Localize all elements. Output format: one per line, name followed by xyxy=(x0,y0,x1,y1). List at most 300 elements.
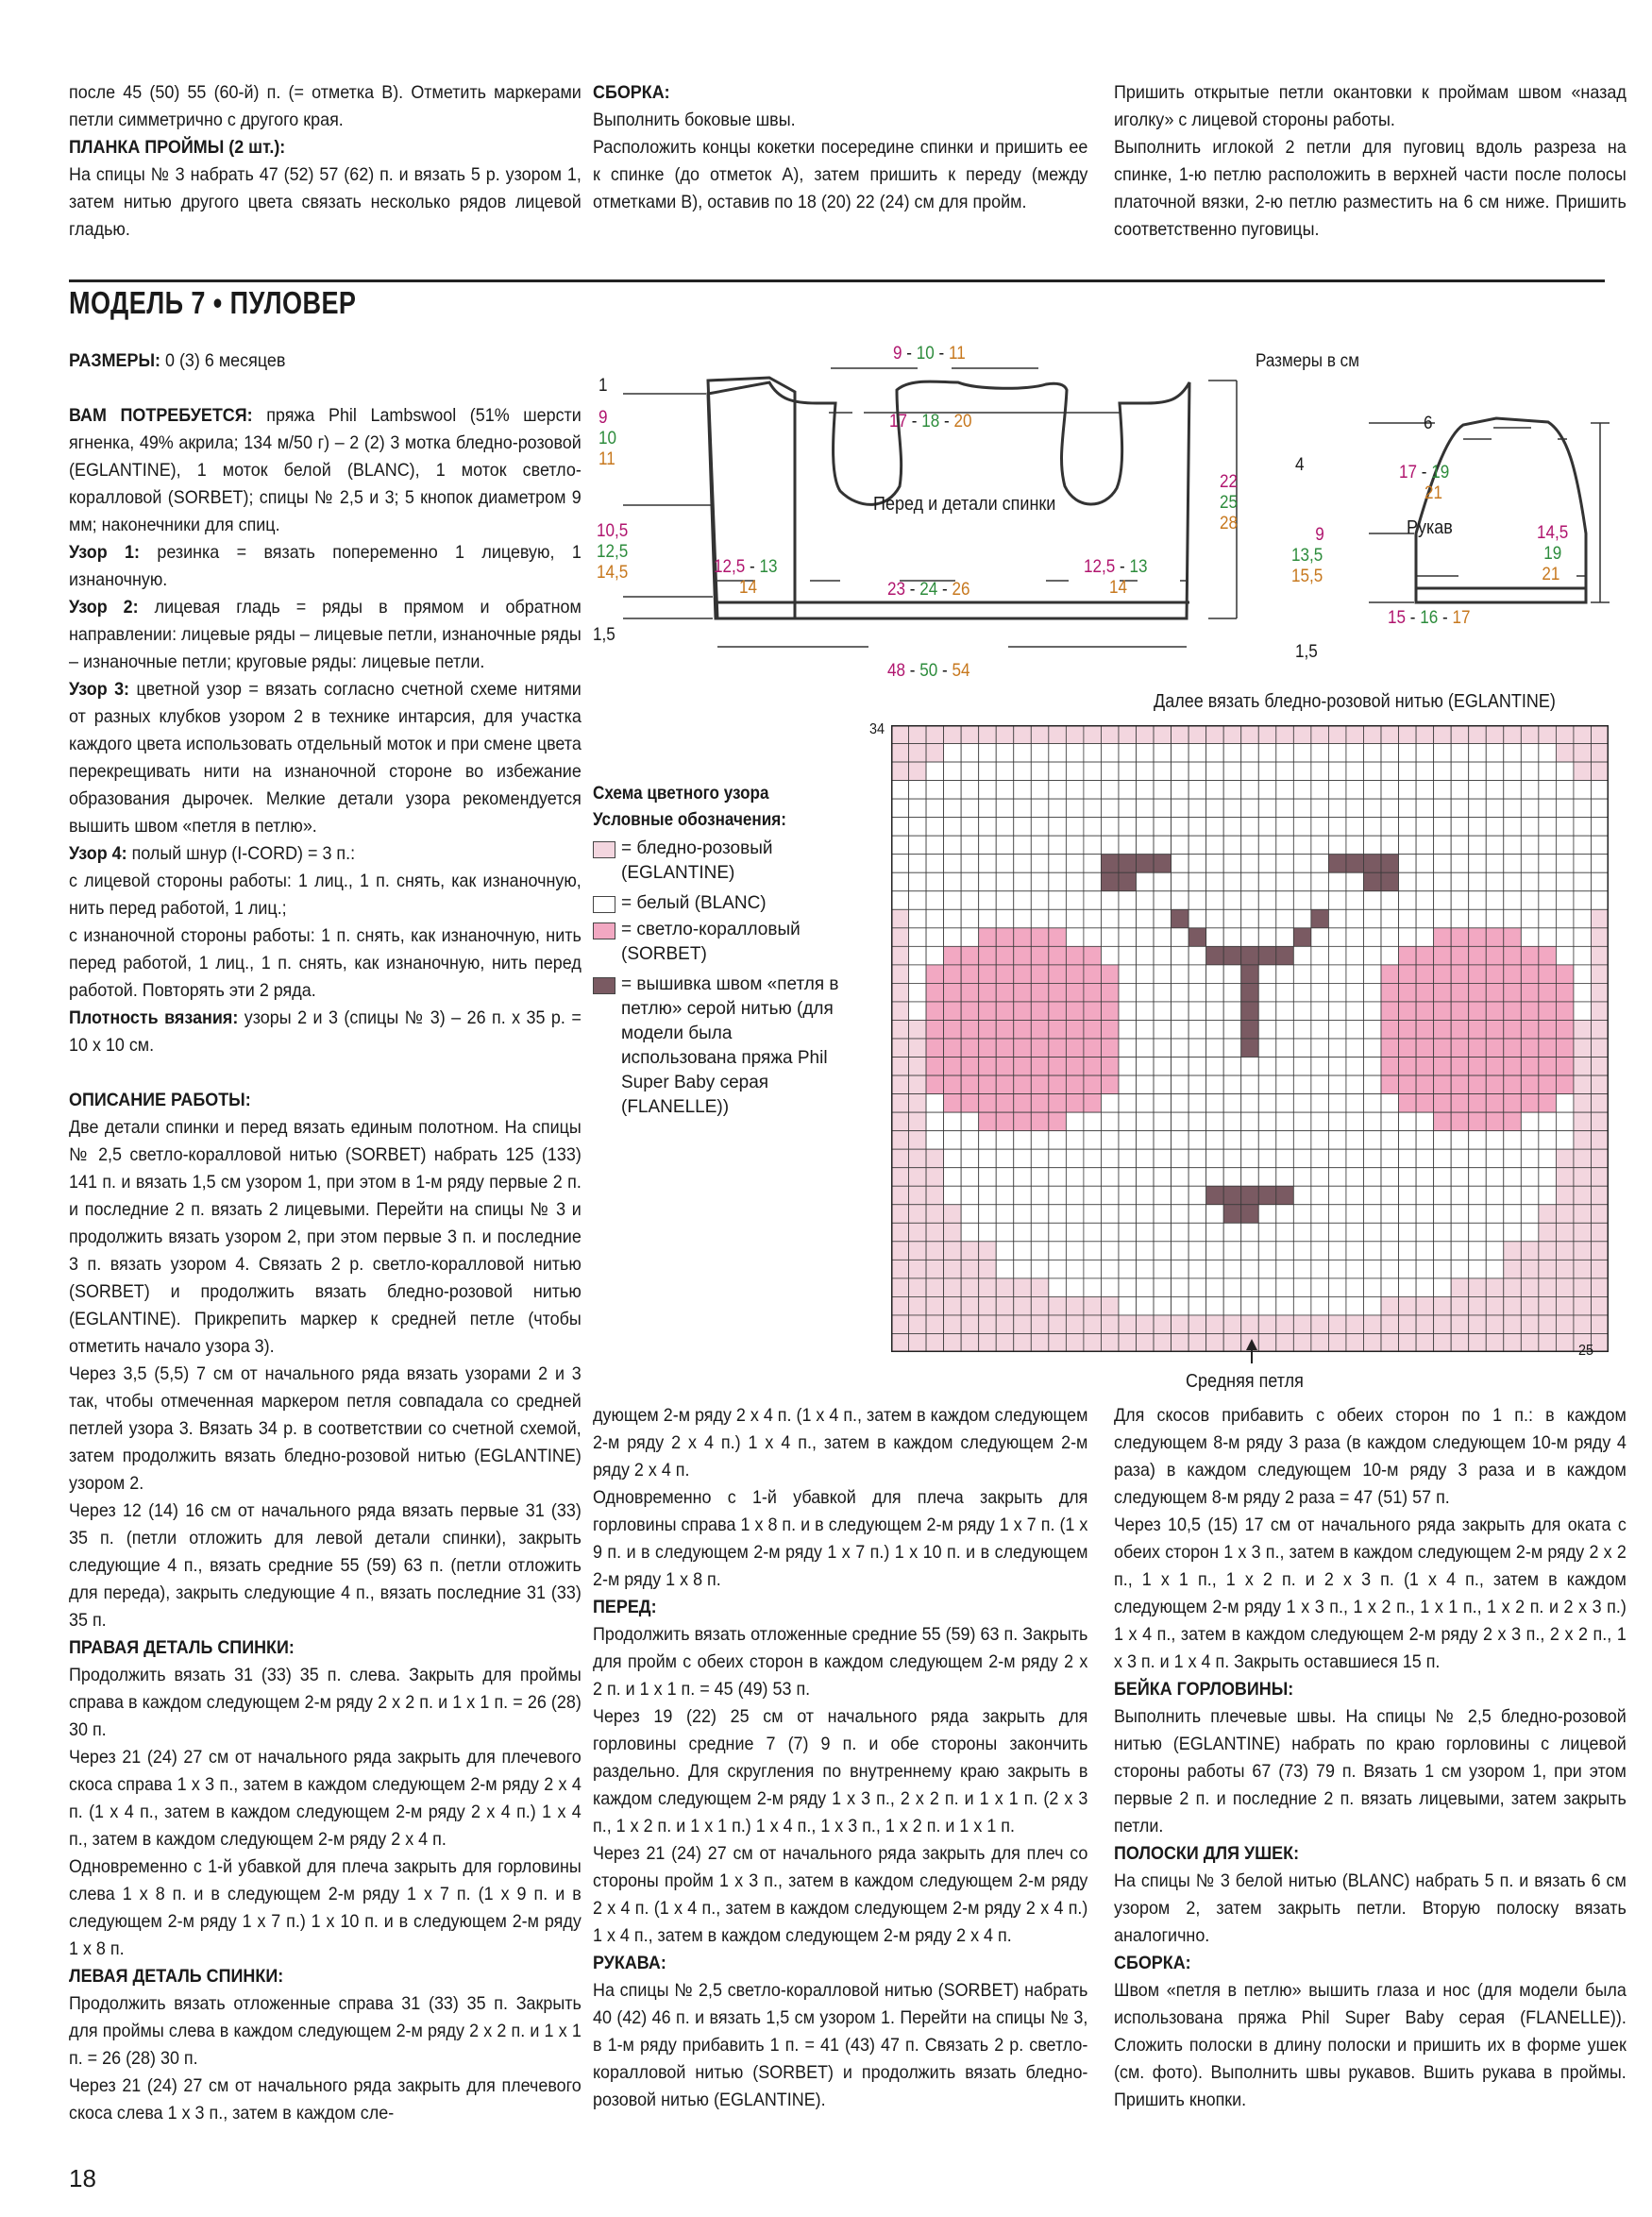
chart-cell xyxy=(926,1168,944,1187)
chart-cell xyxy=(909,1039,927,1058)
chart-cell xyxy=(1101,1315,1119,1334)
chart-cell xyxy=(1014,1020,1032,1039)
chart-cell xyxy=(1399,836,1417,855)
chart-cell xyxy=(1539,1112,1557,1131)
chart-cell xyxy=(1084,799,1102,818)
chart-cell xyxy=(1223,1094,1241,1113)
chart-cell xyxy=(1469,1002,1487,1021)
chart-cell xyxy=(1574,872,1592,891)
chart-cell xyxy=(1258,818,1276,837)
chart-cell xyxy=(944,872,962,891)
chart-cell xyxy=(1137,1075,1155,1094)
chart-cell xyxy=(1434,725,1452,744)
chart-cell xyxy=(1119,725,1137,744)
chart-cell xyxy=(1154,1260,1172,1278)
chart-cell xyxy=(1591,1278,1609,1297)
chart-cell xyxy=(1223,1020,1241,1039)
chart-cell xyxy=(1556,781,1574,800)
chart-cell xyxy=(1206,1223,1224,1242)
chart-cell xyxy=(1469,1296,1487,1315)
dim-armhole: 9 10 11 xyxy=(598,408,617,469)
chart-cell xyxy=(1556,836,1574,855)
chart-cell xyxy=(1014,946,1032,965)
chart-cell xyxy=(1451,1131,1469,1150)
chart-cell xyxy=(1293,836,1311,855)
chart-cell xyxy=(1276,1058,1294,1076)
chart-cell xyxy=(1206,909,1224,928)
chart-cell xyxy=(909,965,927,984)
chart-cell xyxy=(1363,928,1381,947)
chart-cell xyxy=(996,744,1014,763)
chart-cell xyxy=(1451,855,1469,873)
ears-heading: ПОЛОСКИ ДЛЯ УШЕК: xyxy=(1114,1843,1300,1864)
chart-cell xyxy=(1451,836,1469,855)
chart-cell xyxy=(1031,1094,1049,1113)
armhole-band-text: На спицы № 3 набрать 47 (52) 57 (62) п. и вязать 5 р. узором 1, затем нитью другого цвета связать несколько рядов лицевой гладью. xyxy=(69,164,582,240)
chart-cell xyxy=(1434,855,1452,873)
chart-cell xyxy=(891,1168,909,1187)
chart-cell xyxy=(1591,891,1609,910)
chart-cell xyxy=(1066,1186,1084,1205)
chart-cell xyxy=(891,983,909,1002)
chart-cell xyxy=(1206,1020,1224,1039)
chart-cell xyxy=(1521,1242,1539,1261)
chart-cell xyxy=(944,1333,962,1352)
chart-cell xyxy=(1049,1149,1067,1168)
chart-cell xyxy=(1154,872,1172,891)
chart-cell xyxy=(1241,1315,1259,1334)
chart-cell xyxy=(1276,1242,1294,1261)
chart-cell xyxy=(1137,799,1155,818)
chart-cell xyxy=(1101,1058,1119,1076)
chart-cell xyxy=(1504,836,1522,855)
chart-cell xyxy=(1486,744,1504,763)
chart-cell xyxy=(1399,1315,1417,1334)
chart-cell xyxy=(1521,762,1539,781)
right-back-p3: Одновременно с 1-й убавкой для плеча закрыть для горловины слева 1 х 8 п. и в следующем 2-м ряду 1 х 7 п. (1 х 9 п. и в следующем 2-м ряду 1 х 7 п.) 1 х 10 п. и в следующем 2-м ряду 1 х 8 п. xyxy=(69,1856,582,1959)
chart-cell xyxy=(1556,855,1574,873)
chart-cell xyxy=(926,1223,944,1242)
chart-cell xyxy=(1014,1112,1032,1131)
chart-cell xyxy=(1363,1205,1381,1224)
chart-cell xyxy=(996,872,1014,891)
chart-cell xyxy=(1137,1186,1155,1205)
chart-cell xyxy=(1206,1296,1224,1315)
chart-cell xyxy=(1381,1020,1399,1039)
chart-cell xyxy=(1084,1039,1102,1058)
chart-cell xyxy=(1014,725,1032,744)
chart-cell xyxy=(1504,762,1522,781)
chart-cell xyxy=(979,1315,997,1334)
chart-cell xyxy=(996,1168,1014,1187)
chart-cell xyxy=(979,1278,997,1297)
chart-cell xyxy=(1188,781,1206,800)
chart-cell xyxy=(979,1020,997,1039)
chart-cell xyxy=(1137,1223,1155,1242)
chart-cell xyxy=(926,744,944,763)
chart-cell xyxy=(1188,818,1206,837)
chart-cell xyxy=(979,1094,997,1113)
chart-cell xyxy=(1031,1205,1049,1224)
front-p1: Продолжить вязать отложенные средние 55 (59) 63 п. Закрыть для пройм с обеих сторон в каждом следующем 2-м ряду 2 х 2 п. и 1 х 1 п. = 45 (49) 53 п. xyxy=(593,1624,1088,1700)
chart-cell xyxy=(1328,762,1346,781)
chart-cell xyxy=(1486,1278,1504,1297)
center-arrow xyxy=(1242,1337,1261,1365)
chart-cell xyxy=(996,1058,1014,1076)
chart-cell xyxy=(1066,1149,1084,1168)
chart-cell xyxy=(1469,1242,1487,1261)
chart-cell xyxy=(1084,836,1102,855)
chart-cell xyxy=(1574,1278,1592,1297)
chart-cell xyxy=(1241,1131,1259,1150)
chart-cell xyxy=(1137,1278,1155,1297)
chart-cell xyxy=(1031,1333,1049,1352)
chart-cell xyxy=(1521,1333,1539,1352)
chart-cell xyxy=(944,1002,962,1021)
chart-cell xyxy=(909,1296,927,1315)
chart-cell xyxy=(1241,1242,1259,1261)
chart-cell xyxy=(1504,1020,1522,1039)
chart-cell xyxy=(1504,983,1522,1002)
chart-cell xyxy=(1434,799,1452,818)
chart-cell xyxy=(1399,1002,1417,1021)
chart-cell xyxy=(1084,1223,1102,1242)
chart-cell xyxy=(1014,1039,1032,1058)
chart-cell xyxy=(1399,1039,1417,1058)
chart-cell xyxy=(944,1260,962,1278)
chart-cell xyxy=(1137,1112,1155,1131)
sizes-caption: Размеры в см xyxy=(1256,351,1359,371)
chart-cell xyxy=(1293,1149,1311,1168)
chart-cell xyxy=(1066,762,1084,781)
chart-cell xyxy=(1223,1058,1241,1076)
chart-cell xyxy=(1451,818,1469,837)
chart-cell xyxy=(961,946,979,965)
chart-cell xyxy=(926,928,944,947)
chart-cell xyxy=(1084,1094,1102,1113)
chart-cell xyxy=(909,725,927,744)
chart-cell xyxy=(944,928,962,947)
chart-cell xyxy=(1504,1296,1522,1315)
chart-cell xyxy=(1416,1223,1434,1242)
chart-cell xyxy=(1363,1168,1381,1187)
chart-cell xyxy=(1206,744,1224,763)
chart-cell xyxy=(926,818,944,837)
chart-cell xyxy=(944,1039,962,1058)
chart-cell xyxy=(1346,1278,1364,1297)
chart-cell xyxy=(1172,818,1189,837)
model-title: МОДЕЛЬ 7 • ПУЛОВЕР xyxy=(69,285,357,320)
chart-cell xyxy=(1556,872,1574,891)
chart-cell xyxy=(1539,836,1557,855)
chart-cell xyxy=(1049,1186,1067,1205)
chart-cell xyxy=(1241,891,1259,910)
chart-cell xyxy=(1591,1149,1609,1168)
chart-cell xyxy=(1328,946,1346,965)
chart-cell xyxy=(1223,909,1241,928)
chart-cell xyxy=(1434,1315,1452,1334)
chart-cell xyxy=(1381,1112,1399,1131)
chart-cell xyxy=(1416,1075,1434,1094)
chart-cell xyxy=(1066,928,1084,947)
chart-cell xyxy=(1591,1186,1609,1205)
chart-cell xyxy=(1574,1002,1592,1021)
chart-cell xyxy=(1381,1315,1399,1334)
chart-cell xyxy=(1434,1260,1452,1278)
chart-cell xyxy=(1066,1223,1084,1242)
chart-cell xyxy=(1066,909,1084,928)
chart-cell xyxy=(1258,1260,1276,1278)
dim-sleeve-6: 6 xyxy=(1424,414,1433,433)
chart-cell xyxy=(1521,818,1539,837)
chart-cell xyxy=(1363,983,1381,1002)
chart-cell xyxy=(1188,1242,1206,1261)
chart-cell xyxy=(1504,1278,1522,1297)
chart-cell xyxy=(1084,1149,1102,1168)
chart-cell xyxy=(1293,1278,1311,1297)
chart-cell xyxy=(1137,744,1155,763)
chart-cell xyxy=(1539,1075,1557,1094)
chart-cell xyxy=(1416,855,1434,873)
chart-cell xyxy=(1416,1186,1434,1205)
chart-cell xyxy=(1381,1205,1399,1224)
chart-cell xyxy=(1241,855,1259,873)
chart-cell xyxy=(1049,725,1067,744)
chart-cell xyxy=(1539,1278,1557,1297)
chart-cell xyxy=(1363,1020,1381,1039)
chart-cell xyxy=(909,891,927,910)
top-col-3 xyxy=(1114,79,1627,244)
chart-cell xyxy=(1363,946,1381,965)
chart-cell xyxy=(926,1315,944,1334)
chart-cell xyxy=(1381,1058,1399,1076)
chart-cell xyxy=(1399,1075,1417,1094)
chart-cell xyxy=(1363,965,1381,984)
chart-cell xyxy=(1049,1333,1067,1352)
chart-cell xyxy=(1276,891,1294,910)
chart-cell xyxy=(1328,1075,1346,1094)
chart-cell xyxy=(1399,1131,1417,1150)
chart-cell xyxy=(1521,1186,1539,1205)
chart-cell xyxy=(891,1242,909,1261)
chart-cell xyxy=(1293,1002,1311,1021)
chart-cell xyxy=(1521,781,1539,800)
chart-cell xyxy=(1591,872,1609,891)
chart-cell xyxy=(1539,744,1557,763)
chart-cell xyxy=(1363,1242,1381,1261)
chart-cell xyxy=(1101,855,1119,873)
chart-cell xyxy=(1328,1149,1346,1168)
chart-cell xyxy=(1346,1112,1364,1131)
chart-cell xyxy=(1172,836,1189,855)
chart-cell xyxy=(1276,1278,1294,1297)
chart-cell xyxy=(1399,1260,1417,1278)
chart-cell xyxy=(1101,1260,1119,1278)
chart-cell xyxy=(1486,1020,1504,1039)
chart-cell xyxy=(1591,1039,1609,1058)
chart-cell xyxy=(1399,725,1417,744)
chart-cell xyxy=(1258,1278,1276,1297)
chart-cell xyxy=(1031,872,1049,891)
chart-cell xyxy=(1137,1260,1155,1278)
chart-cell xyxy=(1293,1205,1311,1224)
chart-cell xyxy=(909,1260,927,1278)
chart-cell xyxy=(1556,1168,1574,1187)
chart-cell xyxy=(1521,799,1539,818)
chart-cell xyxy=(1014,818,1032,837)
chart-cell xyxy=(996,1094,1014,1113)
chart-cell xyxy=(1399,1168,1417,1187)
chart-cell xyxy=(891,946,909,965)
chart-cell xyxy=(1574,1205,1592,1224)
chart-cell xyxy=(1574,1094,1592,1113)
chart-cell xyxy=(891,909,909,928)
chart-cell xyxy=(1363,1002,1381,1021)
chart-cell xyxy=(1469,1315,1487,1334)
chart-cell xyxy=(1328,1223,1346,1242)
dim-side-left: 12,5 - 13 14 xyxy=(714,557,778,598)
chart-cell xyxy=(1293,1315,1311,1334)
pattern4-right-side: с лицевой стороны работы: 1 лиц., 1 п. снять, как изнаночную, нить перед работой, 1 лиц.; xyxy=(69,871,582,919)
chart-cell xyxy=(961,928,979,947)
chart-cell xyxy=(1154,1094,1172,1113)
chart-cell xyxy=(1066,799,1084,818)
pattern2-text: лицевая гладь = ряды в прямом и обратном направлении: лицевые ряды – лицевые петли, изнаночные ряды – изнаночные петли; круговые ряды: лицевые петли. xyxy=(69,597,582,672)
chart-cell xyxy=(1172,1002,1189,1021)
chart-cell xyxy=(1084,1315,1102,1334)
chart-cell xyxy=(1311,1223,1329,1242)
chart-cell xyxy=(926,1094,944,1113)
dim-sleeve-bottom: 15 - 16 - 17 xyxy=(1388,608,1471,628)
chart-cell xyxy=(1504,725,1522,744)
chart-cell xyxy=(1119,965,1137,984)
chart-cell xyxy=(1451,872,1469,891)
chart-cell xyxy=(1241,1020,1259,1039)
continue-caption: Далее вязать бледно-розовой нитью (EGLANTINE) xyxy=(1154,691,1556,712)
chart-cell xyxy=(1223,1315,1241,1334)
chart-cell xyxy=(1241,1149,1259,1168)
chart-cell xyxy=(1539,1333,1557,1352)
chart-cell xyxy=(1574,1242,1592,1261)
chart-cell xyxy=(1363,1039,1381,1058)
chart-cell xyxy=(1451,983,1469,1002)
chart-cell xyxy=(961,725,979,744)
chart-cell xyxy=(1469,1260,1487,1278)
chart-cell xyxy=(1031,1223,1049,1242)
chart-cell xyxy=(1258,1075,1276,1094)
chart-cell xyxy=(1258,725,1276,744)
chart-cell xyxy=(1049,818,1067,837)
chart-cell xyxy=(1154,855,1172,873)
chart-cell xyxy=(1504,1315,1522,1334)
chart-cell xyxy=(909,983,927,1002)
chart-cell xyxy=(961,1112,979,1131)
dim-sleeve-4: 4 xyxy=(1295,455,1305,475)
pattern1-text: резинка = вязать попеременно 1 лицевую, 1 изнаночную. xyxy=(69,542,582,590)
chart-cell xyxy=(926,909,944,928)
chart-cell xyxy=(1381,781,1399,800)
chart-cell xyxy=(1591,744,1609,763)
chart-cell xyxy=(1258,799,1276,818)
chart-cell xyxy=(1137,781,1155,800)
chart-cell xyxy=(891,1112,909,1131)
chart-cell xyxy=(961,1205,979,1224)
chart-cell xyxy=(944,1315,962,1334)
chart-cell xyxy=(1556,725,1574,744)
chart-cell xyxy=(1556,1131,1574,1150)
chart-cell xyxy=(1014,1223,1032,1242)
chart-cell xyxy=(961,836,979,855)
chart-cell xyxy=(1539,1315,1557,1334)
color-chart xyxy=(891,725,1609,1352)
chart-cell xyxy=(1188,872,1206,891)
chart-cell xyxy=(1574,946,1592,965)
chart-cell xyxy=(1066,965,1084,984)
chart-cell xyxy=(1049,836,1067,855)
chart-cell xyxy=(1119,1094,1137,1113)
chart-cell xyxy=(1504,1058,1522,1076)
chart-cell xyxy=(979,965,997,984)
chart-cell xyxy=(1381,1278,1399,1297)
chart-cell xyxy=(1434,1278,1452,1297)
chart-cell xyxy=(1381,744,1399,763)
chart-cell xyxy=(1504,799,1522,818)
chart-cell xyxy=(979,855,997,873)
chart-cell xyxy=(1276,1186,1294,1205)
chart-cell xyxy=(1137,1039,1155,1058)
chart-cell xyxy=(1539,928,1557,947)
chart-cell xyxy=(1293,1242,1311,1261)
chart-cell xyxy=(996,1315,1014,1334)
chart-cell xyxy=(996,1242,1014,1261)
chart-cell xyxy=(1399,946,1417,965)
chart-cell xyxy=(1469,744,1487,763)
chart-cell xyxy=(1346,1186,1364,1205)
chart-cell xyxy=(926,1131,944,1150)
chart-cell xyxy=(1154,744,1172,763)
chart-cell xyxy=(1188,891,1206,910)
chart-cell xyxy=(1276,818,1294,837)
chart-cell xyxy=(979,1039,997,1058)
chart-cell xyxy=(1328,1333,1346,1352)
chart-cell xyxy=(891,872,909,891)
chart-cell xyxy=(1172,1296,1189,1315)
swatch-blanc xyxy=(593,896,615,913)
chart-cell xyxy=(1241,946,1259,965)
chart-cell xyxy=(1276,1168,1294,1187)
chart-cell xyxy=(1049,781,1067,800)
chart-cell xyxy=(1258,1242,1276,1261)
chart-cell xyxy=(1206,725,1224,744)
chart-cell xyxy=(996,965,1014,984)
chart-cell xyxy=(1521,1058,1539,1076)
chart-cell xyxy=(1206,872,1224,891)
chart-cell xyxy=(1574,1112,1592,1131)
chart-cell xyxy=(1066,781,1084,800)
chart-cell xyxy=(996,891,1014,910)
chart-cell xyxy=(1328,1278,1346,1297)
chart-cell xyxy=(1363,1260,1381,1278)
chart-cell xyxy=(1363,909,1381,928)
chart-cell xyxy=(1328,928,1346,947)
chart-cell xyxy=(1328,799,1346,818)
chart-cell xyxy=(1363,1315,1381,1334)
chart-cell xyxy=(1416,1278,1434,1297)
chart-cell xyxy=(1101,965,1119,984)
chart-cell xyxy=(1276,1205,1294,1224)
chart-cell xyxy=(1014,1168,1032,1187)
chart-cell xyxy=(1311,1131,1329,1150)
